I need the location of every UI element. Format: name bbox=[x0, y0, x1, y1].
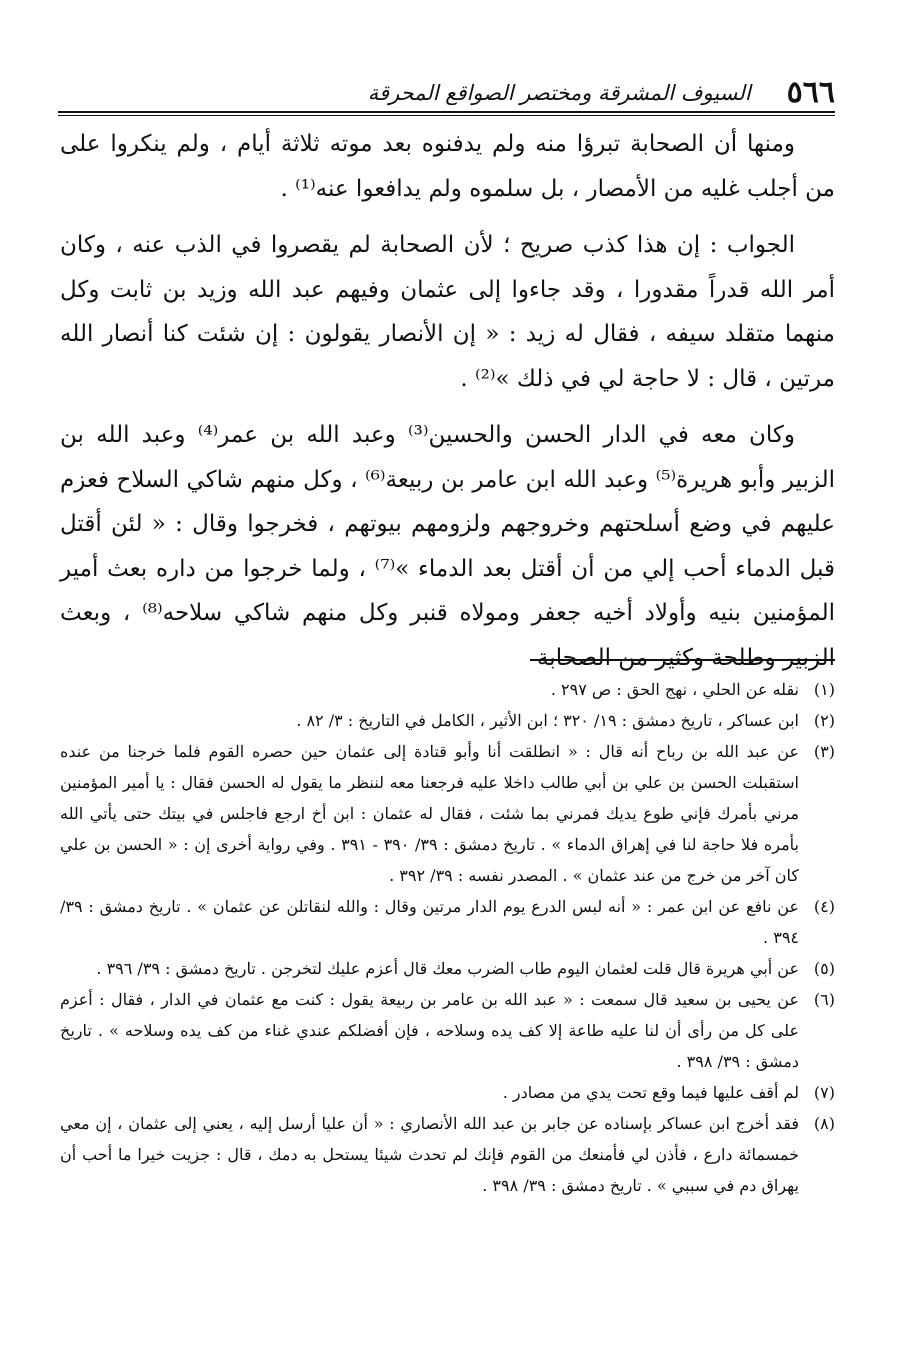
main-text bbox=[60, 122, 835, 680]
paragraph: الجواب : إن هذا كذب صريح ؛ لأن الصحابة لم يقصروا في الذب عنه ، وكان أمر الله قدراً مقدورا ، وقد جاءوا إلى عثمان وفيهم عبد الله وزيد بن ثابت وكل منهما متقلد سيفه ، فقال له زيد : « إن الأنصار يقولون : إن شئت كنا أنصار الله مرتين ، قال : لا حاجة لي في ذلك »⁽²⁾ . bbox=[60, 232, 835, 392]
footnote bbox=[60, 736, 835, 891]
footnote-text: نقله عن الحلي ، نهج الحق : ص ٢٩٧ . bbox=[550, 680, 799, 699]
footnote-text: فقد أخرج ابن عساكر بإسناده عن جابر بن عبد الله الأنصاري : « أن عليا أرسل إليه ، يعني إلى عثمان ، إن معي خمسمائة دارع ، فأذن لي فأمنعك من القوم فإنك لم تحدث شيئا يستحل به دمك ، قال : جزيت خيرا ما أحب أن يهراق دم في سببي » . تاريخ دمشق : ٣٩/ ٣٩٨ . bbox=[60, 1114, 799, 1195]
footnote-number: (١) bbox=[813, 680, 835, 699]
footnote-number: (٨) bbox=[813, 1114, 835, 1133]
footnote bbox=[60, 891, 835, 953]
page-number: ٥٦٦ bbox=[786, 75, 835, 110]
footnote-number: (٥) bbox=[813, 959, 835, 978]
footnote-text: عن أبي هريرة قال قلت لعثمان اليوم طاب الضرب معك قال أعزم عليك لتخرجن . تاريخ دمشق : ٣٩/ ٣٩٦ . bbox=[96, 959, 799, 978]
running-header bbox=[58, 76, 835, 110]
footnote-number: (٦) bbox=[813, 990, 835, 1009]
footnote-number: (٣) bbox=[813, 742, 835, 761]
header-divider bbox=[58, 111, 835, 116]
footnote bbox=[60, 705, 835, 736]
footnote bbox=[60, 984, 835, 1077]
footnote-number: (٧) bbox=[813, 1083, 835, 1102]
footnote-text: عن عبد الله بن رباح أنه قال : « انطلقت أنا وأبو قتادة إلى عثمان حين حصره القوم فلما خرجنا من عنده استقبلت الحسن بن علي بن أبي طالب داخلا عليه فرجعنا معه لننظر ما يقول له الحسن فقال : يا أمير المؤمنين مرني بأمرك فإني طوع يديك فمرني بما شئت ، فقال له عثمان : ابن أخ ارجع فاجلس في بيتك حتى يأتي الله بأمره فلا حاجة لنا في إهراق الدماء » . تاريخ دمشق : ٣٩/ ٣٩٠ - ٣٩١ . وفي رواية أخرى إن : « الحسن بن علي كان آخر من خرج من عند عثمان » . المصدر نفسه : ٣٩/ ٣٩٢ . bbox=[60, 742, 800, 885]
footnote-text: عن يحيى بن سعيد قال سمعت : « عبد الله بن عامر بن ربيعة يقول : كنت مع عثمان في الدار ، فقال : أعزم على كل من رأى أن لنا عليه طاعة إلا كف يده وسلاحه ، فإن أفضلكم عندي غناء من كف يده وسلاحه » . تاريخ دمشق : ٣٩/ ٣٩٨ . bbox=[60, 990, 799, 1071]
footnote bbox=[60, 1077, 835, 1108]
footnote-divider bbox=[530, 659, 835, 661]
footnote bbox=[60, 674, 835, 705]
footnote bbox=[60, 953, 835, 984]
footnote-number: (٢) bbox=[813, 711, 835, 730]
footnote-text: عن نافع عن ابن عمر : « أنه لبس الدرع يوم الدار مرتين وقال : والله لنقاتلن عن عثمان » . تاريخ دمشق : ٣٩/ ٣٩٤ . bbox=[60, 897, 799, 947]
paragraph: ومنها أن الصحابة تبرؤا منه ولم يدفنوه بعد موته ثلاثة أيام ، ولم ينكروا على من أجلب غليه من الأمصار ، بل سلموه ولم يدافعوا عنه⁽¹⁾ . bbox=[60, 131, 835, 202]
footnote-number: (٤) bbox=[813, 897, 835, 916]
paragraph: وكان معه في الدار الحسن والحسين⁽³⁾ وعبد الله بن عمر⁽⁴⁾ وعبد الله بن الزبير وأبو هريرة⁽⁵⁾ وعبد الله ابن عامر بن ربيعة⁽⁶⁾ ، وكل منهم شاكي السلاح فعزم عليهم في وضع أسلحتهم وخروجهم ولزومهم بيوتهم ، فخرجوا وقال : « لئن أقتل قبل الدماء أحب إلي من أن أقتل بعد الدماء »⁽⁷⁾ ، ولما خرجوا من داره بعث أمير المؤمنين بنيه وأولاد أخيه جعفر ومولاه قنبر وكل منهم شاكي سلاحه⁽⁸⁾ ، وبعث الزبير وطلحة وكثير من الصحابة bbox=[60, 422, 835, 671]
running-title: السيوف المشرقة ومختصر الصواقع المحرقة bbox=[367, 80, 751, 105]
footnote-text: لم أقف عليها فيما وقع تحت يدي من مصادر . bbox=[502, 1083, 799, 1102]
footnote-text: ابن عساكر ، تاريخ دمشق : ١٩/ ٣٢٠ ؛ ابن الأثير ، الكامل في التاريخ : ٣/ ٨٢ . bbox=[296, 711, 799, 730]
footnote bbox=[60, 1108, 835, 1201]
footnotes bbox=[60, 674, 835, 1201]
